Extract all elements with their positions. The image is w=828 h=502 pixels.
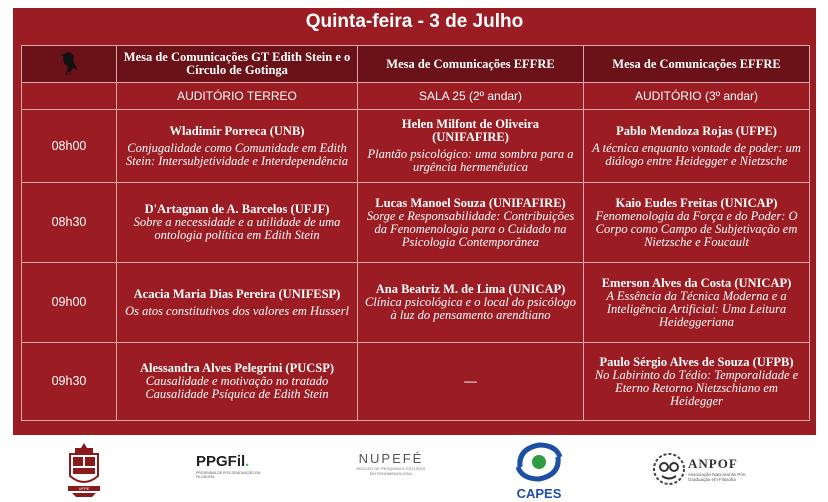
header-row — [22, 46, 810, 83]
nupefe-name: NUPEFÉ — [358, 451, 424, 466]
talk-title: A Essência da Técnica Moderna e a Inteligência Artificial: Uma Leitura Heideggeriana — [606, 288, 787, 329]
time-cell: 08h30 — [22, 183, 117, 263]
talk-title: Os atos constitutivos dos valores em Husserl — [125, 303, 349, 318]
speaker-name: Alessandra Alves Pelegrini (PUCSP) — [139, 361, 335, 375]
ufpe-crest-icon — [66, 442, 102, 498]
room-row — [22, 83, 810, 110]
table-row — [22, 263, 810, 343]
capes-name: CAPES — [516, 486, 562, 501]
ppgfil-name: PPGFil — [196, 453, 246, 470]
slot-cell — [117, 183, 358, 263]
talk-title: A técnica enquanto vontade de poder: um diálogo entre Heidegger e Nietzsche — [592, 140, 801, 168]
talk-title: Sobre a necessidade e a utilidade de uma ontologia política em Edith Stein — [133, 215, 341, 242]
empty-slot-dash: — — [464, 374, 477, 388]
slot-cell — [584, 263, 810, 343]
speaker-name: Pablo Mendoza Rojas (UFPE) — [616, 123, 777, 138]
talk-title: Sorge e Responsabilidade: Contribuições da Fenomenologia para o Cuidado na Psicologia Contemporânea — [366, 208, 575, 249]
talk-title: Causalidade e motivação no tratado Causalidade Psíquica de Edith Stein — [145, 374, 329, 401]
slot-cell — [584, 343, 810, 421]
schedule-table — [21, 45, 810, 421]
ufpe-logo — [66, 442, 102, 498]
ppgfil-subtitle: PROGRAMA DE PÓS-GRADUAÇÃO EM FILOSOFIA — [196, 471, 261, 479]
speaker-name: Helen Milfont de Oliveira (UNIFAFIRE) — [401, 117, 540, 144]
capes-logo — [508, 441, 570, 499]
speaker-name: Wladimir Porreca (UNB) — [169, 123, 305, 138]
slot-cell — [584, 183, 810, 263]
column-header-2: Mesa de Comunicações EFFRE — [358, 46, 584, 83]
anpof-logo — [652, 452, 764, 486]
ppgfil-logo — [196, 453, 272, 483]
slot-cell — [584, 110, 810, 183]
speaker-name: D'Artagnan de A. Barcelos (UFJF) — [144, 202, 330, 216]
speaker-name: Kaio Eudes Freitas (UNICAP) — [615, 195, 778, 210]
nupefe-logo — [353, 451, 429, 483]
time-cell: 08h00 — [22, 110, 117, 183]
table-row — [22, 343, 810, 421]
talk-title: Fenomenologia da Força e do Poder: O Corpo como Campo de Subjetivação em Nietzsche e Foucault — [595, 208, 798, 249]
talk-title: Clínica psicológica e o local do psicólogo à luz do pensamento arendtiano — [364, 295, 577, 322]
room-2: SALA 25 (2º andar) — [358, 83, 584, 110]
time-cell: 09h00 — [22, 263, 117, 343]
table-row — [22, 110, 810, 183]
time-cell: 09h30 — [22, 343, 117, 421]
green-dot-icon: . — [245, 454, 249, 470]
corner-cell — [22, 46, 117, 83]
slot-cell — [117, 110, 358, 183]
sponsor-logos — [0, 438, 828, 502]
table-row — [22, 183, 810, 263]
speaker-name: Emerson Alves da Costa (UNICAP) — [601, 275, 792, 290]
column-header-3: Mesa de Comunicações EFFRE — [584, 46, 810, 83]
speaker-name: Ana Beatriz M. de Lima (UNICAP) — [375, 282, 566, 296]
slot-cell — [358, 110, 584, 183]
speaker-name: Lucas Manoel Souza (UNIFAFIRE) — [375, 195, 566, 210]
anpof-faces-icon — [652, 452, 686, 486]
room-1: AUDITÓRIO TERREO — [117, 83, 358, 110]
speaker-name: Paulo Sérgio Alves de Souza (UFPB) — [599, 354, 794, 369]
slot-cell — [117, 343, 358, 421]
anpof-name: ANPOF — [688, 456, 738, 471]
slot-cell — [117, 263, 358, 343]
svg-text:UFPE: UFPE — [78, 486, 90, 491]
room-corner — [22, 83, 117, 110]
room-3: AUDITÓRIO (3º andar) — [584, 83, 810, 110]
speaker-name: Acacia Maria Dias Pereira (UNIFESP) — [133, 286, 341, 301]
raven-icon — [58, 50, 80, 76]
column-header-1: Mesa de Comunicações GT Edith Stein e o Círculo de Gotinga — [117, 46, 358, 83]
page-title: Quinta-feira - 3 de Julho — [305, 11, 524, 32]
schedule-panel — [13, 8, 816, 435]
talk-title: Plantão psicológico: uma sombra para a urgência hermenêutica — [367, 147, 574, 174]
nupefe-subtitle: NÚCLEO DE PESQUISA E ESTUDOS EM FENOMENOLOGIA — [356, 466, 426, 476]
talk-title: No Labirinto do Tédio: Temporalidade e Eterno Retorno Nietzschiano em Heidegger — [594, 367, 799, 408]
capes-emblem-icon — [514, 441, 564, 483]
anpof-subtitle: Associação Nacional de Pós-Graduação em Filosofia — [688, 472, 747, 482]
slot-cell — [358, 183, 584, 263]
slot-cell — [358, 263, 584, 343]
talk-title: Conjugalidade como Comunidade em Edith Stein: Intersubjetividade e Interdependência — [125, 140, 349, 168]
slot-cell — [358, 343, 584, 421]
